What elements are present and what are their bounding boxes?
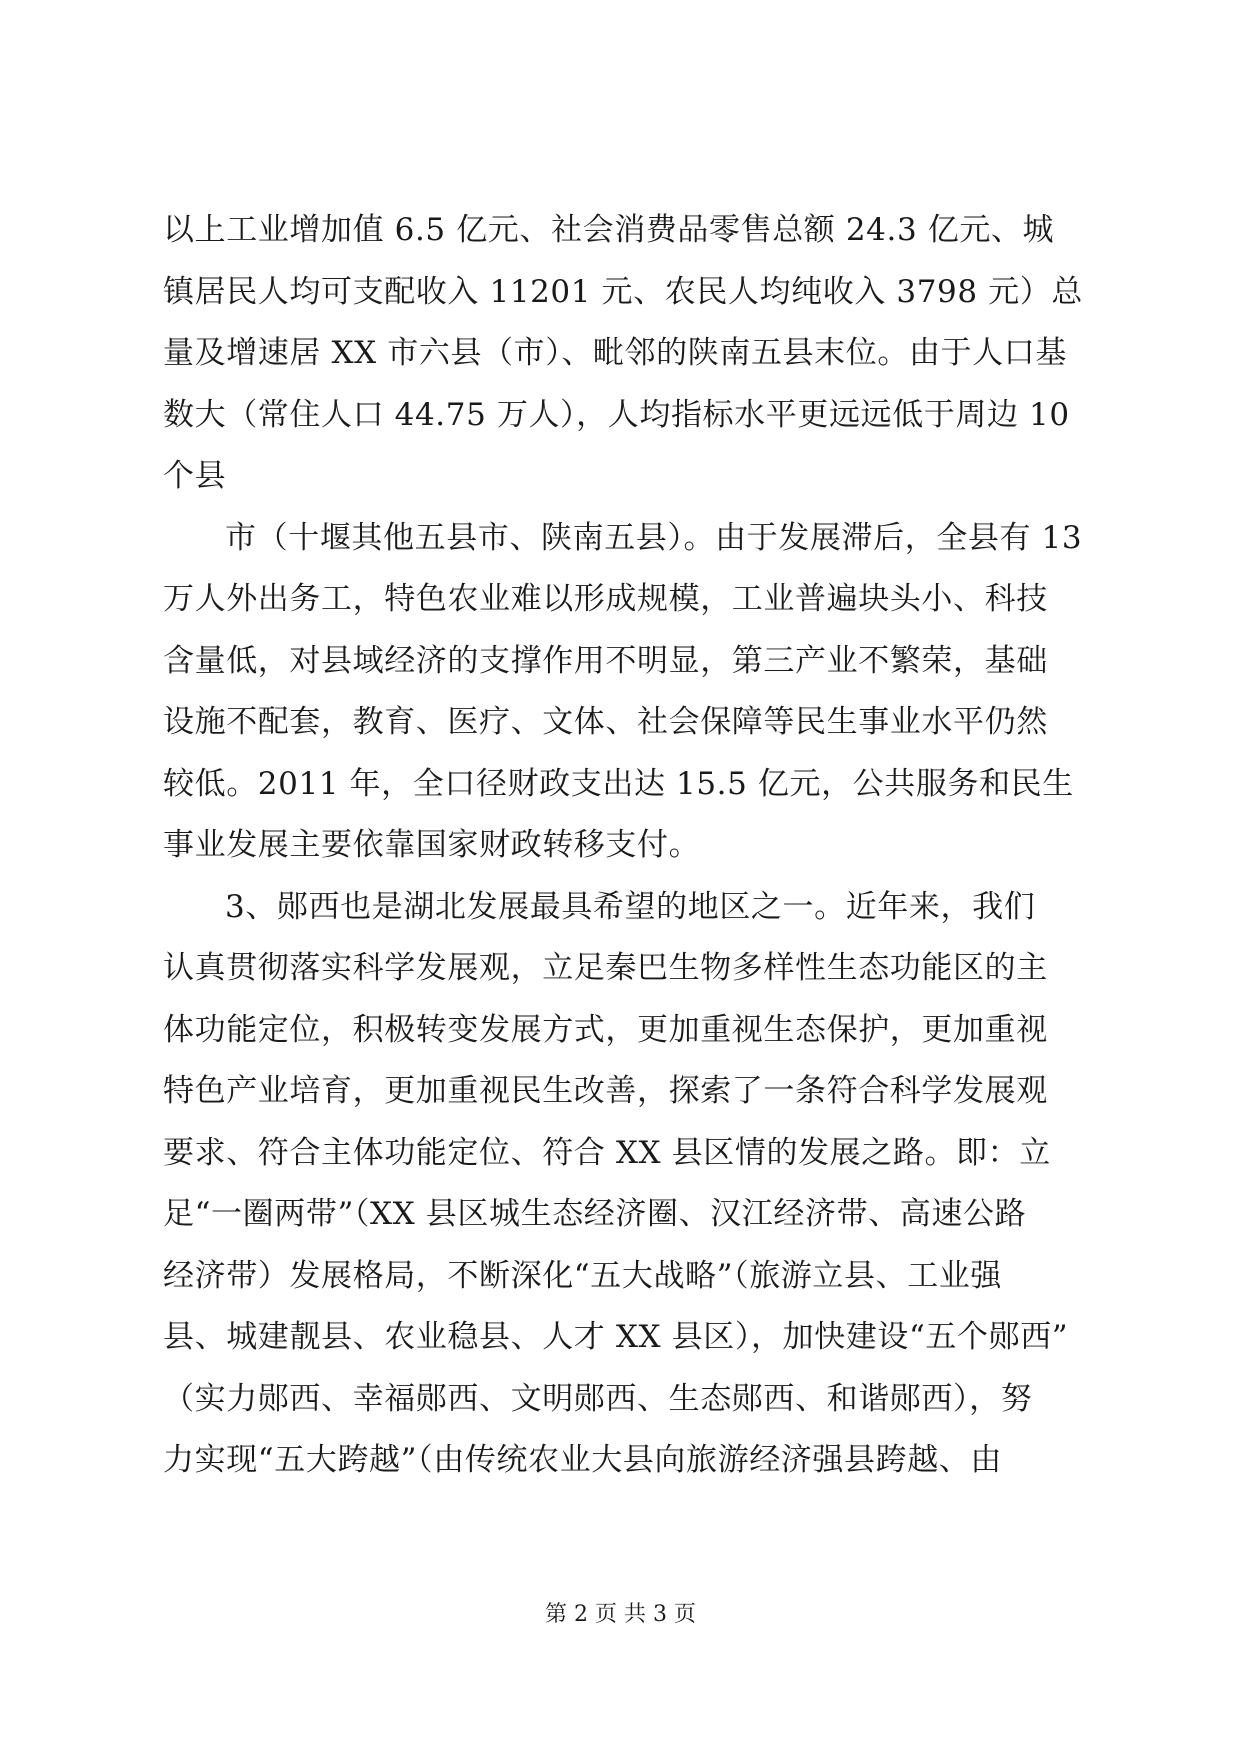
text-line: 万人外出务工，特色农业难以形成规模，工业普遍块头小、科技 bbox=[163, 581, 1048, 617]
text-line: 认真贯彻落实科学发展观，立足秦巴生物多样性生态功能区的主 bbox=[163, 950, 1048, 986]
text-line: 县、城建靓县、农业稳县、人才 XX 县区），加快建设“五个郧西” bbox=[163, 1319, 1069, 1355]
text-line: 足“一圈两带”（XX 县区城生态经济圈、汉江经济带、高速公路 bbox=[163, 1196, 1027, 1232]
text-line: 体功能定位，积极转变发展方式，更加重视生态保护，更加重视 bbox=[163, 1011, 1048, 1048]
text-line: 力实现“五大跨越”（由传统农业大县向旅游经济强县跨越、由 bbox=[163, 1442, 1002, 1478]
text-line: 数大（常住人口 44.75 万人），人均指标水平更远远低于周边 10 bbox=[163, 396, 1070, 433]
text-line: 量及增速居 XX 市六县（市）、毗邻的陕南五县末位。由于人口基 bbox=[163, 335, 1067, 371]
text-line: 设施不配套，教育、医疗、文体、社会保障等民生事业水平仍然 bbox=[163, 704, 1048, 740]
page-number-footer: 第 2 页 共 3 页 bbox=[545, 1602, 696, 1627]
text-line: 以上工业增加值 6.5 亿元、社会消费品零售总额 24.3 亿元、城 bbox=[163, 212, 1055, 248]
body-text bbox=[163, 200, 1083, 1492]
text-line: 要求、符合主体功能定位、符合 XX 县区情的发展之路。即：立 bbox=[163, 1134, 1051, 1171]
text-line: 较低。2011 年，全口径财政支出达 15.5 亿元，公共服务和民生 bbox=[163, 765, 1074, 802]
text-line: 3、郧西也是湖北发展最具希望的地区之一。近年来，我们 bbox=[225, 888, 1036, 925]
text-line: 含量低，对县域经济的支撑作用不明显，第三产业不繁荣，基础 bbox=[163, 642, 1048, 679]
text-line: （实力郧西、幸福郧西、文明郧西、生态郧西、和谐郧西），努 bbox=[163, 1380, 1033, 1417]
text-line: 镇居民人均可支配收入 11201 元、农民人均纯收入 3798 元）总 bbox=[163, 273, 1083, 310]
text-line: 事业发展主要依靠国家财政转移支付。 bbox=[163, 827, 701, 863]
text-line: 个县 bbox=[163, 458, 227, 494]
text-line: 市（十堰其他五县市、陕南五县）。由于发展滞后，全县有 13 bbox=[225, 519, 1083, 556]
text-line: 经济带）发展格局，不断深化“五大战略”（旅游立县、工业强 bbox=[163, 1257, 1002, 1294]
text-line: 特色产业培育，更加重视民生改善，探索了一条符合科学发展观 bbox=[163, 1073, 1048, 1109]
